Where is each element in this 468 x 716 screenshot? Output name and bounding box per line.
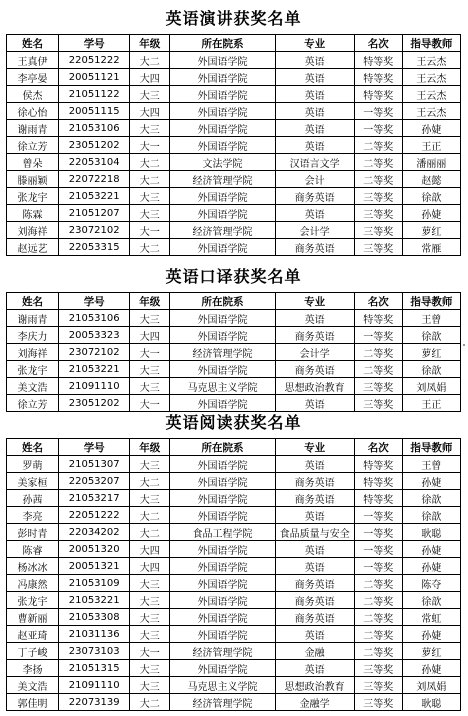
table-row (7, 378, 461, 395)
cell-name: 徐心怡 (7, 103, 59, 120)
cell-student-id: 23072102 (59, 222, 130, 239)
header-student-id: 学号 (59, 439, 130, 456)
table-row (7, 344, 461, 361)
cell-grade: 大二 (130, 154, 170, 171)
cell-grade: 大一 (130, 643, 170, 660)
table-row (7, 473, 461, 490)
cell-grade: 大二 (130, 507, 170, 524)
cell-grade: 大三 (130, 609, 170, 626)
cell-grade: 大一 (130, 137, 170, 154)
cell-name: 谢雨青 (7, 310, 59, 327)
cell-advisor: 王云杰 (402, 52, 460, 69)
table-row (7, 222, 461, 239)
cell-student-id: 21091110 (59, 677, 130, 694)
header-grade: 年级 (130, 439, 170, 456)
cell-department: 经济管理学院 (170, 643, 275, 660)
cell-rank: 一等奖 (354, 103, 402, 120)
cell-advisor: 耿聪 (402, 694, 460, 711)
cell-department: 外国语学院 (170, 361, 275, 378)
cell-student-id: 20053323 (59, 327, 130, 344)
cell-student-id: 23072102 (59, 344, 130, 361)
cell-major: 英语 (275, 541, 354, 558)
cell-student-id: 22072218 (59, 171, 130, 188)
cell-name: 张龙宇 (7, 592, 59, 609)
cell-department: 经济管理学院 (170, 694, 275, 711)
header-department: 所在院系 (170, 439, 275, 456)
cell-rank: 二等奖 (354, 575, 402, 592)
cell-advisor: 王云杰 (402, 69, 460, 86)
header-grade: 年级 (130, 293, 170, 310)
cell-rank: 特等奖 (354, 473, 402, 490)
cell-advisor: 刘凤娟 (402, 378, 460, 395)
table-row (7, 188, 461, 205)
cell-rank: 二等奖 (354, 344, 402, 361)
cell-name: 孙茜 (7, 490, 59, 507)
header-grade: 年级 (130, 35, 170, 52)
cell-grade: 大一 (130, 222, 170, 239)
header-major: 专业 (275, 35, 354, 52)
cell-department: 外国语学院 (170, 310, 275, 327)
cell-name: 侯杰 (7, 86, 59, 103)
cell-advisor: 萝红 (402, 222, 460, 239)
cell-major: 英语 (275, 626, 354, 643)
cell-rank: 三等奖 (354, 395, 402, 412)
cell-major: 商务英语 (275, 327, 354, 344)
cell-student-id: 21051207 (59, 205, 130, 222)
header-department: 所在院系 (170, 293, 275, 310)
cell-rank: 一等奖 (354, 541, 402, 558)
cell-rank: 特等奖 (354, 310, 402, 327)
cell-rank: 特等奖 (354, 86, 402, 103)
cell-grade: 大四 (130, 69, 170, 86)
cell-major: 汉语言文学 (275, 154, 354, 171)
cell-name: 冯康然 (7, 575, 59, 592)
cell-student-id: 21051307 (59, 456, 130, 473)
cell-student-id: 22051222 (59, 52, 130, 69)
cell-advisor: 刘凤娟 (402, 677, 460, 694)
cell-department: 外国语学院 (170, 327, 275, 344)
cell-student-id: 21051122 (59, 86, 130, 103)
cell-advisor: 陈夺 (402, 575, 460, 592)
header-student-id: 学号 (59, 293, 130, 310)
cell-major: 会计学 (275, 222, 354, 239)
cell-name: 王真伊 (7, 52, 59, 69)
cell-major: 食品质量与安全 (275, 524, 354, 541)
cell-name: 郭佳明 (7, 694, 59, 711)
table-row (7, 609, 461, 626)
cell-name: 张龙宇 (7, 188, 59, 205)
cell-rank: 三等奖 (354, 694, 402, 711)
table-row (7, 361, 461, 378)
cell-advisor: 孙婕 (402, 541, 460, 558)
cell-student-id: 21053217 (59, 490, 130, 507)
cell-name: 李亮 (7, 507, 59, 524)
cell-department: 外国语学院 (170, 609, 275, 626)
header-advisor: 指导教师 (402, 35, 460, 52)
cell-name: 谢雨青 (7, 120, 59, 137)
cell-department: 食品工程学院 (170, 524, 275, 541)
cell-name: 彭时青 (7, 524, 59, 541)
cell-rank: 一等奖 (354, 558, 402, 575)
header-major: 专业 (275, 439, 354, 456)
header-name: 姓名 (7, 293, 59, 310)
table-row (7, 239, 461, 256)
cell-department: 外国语学院 (170, 120, 275, 137)
table-row (7, 310, 461, 327)
cell-grade: 大三 (130, 205, 170, 222)
cell-name: 赵亚琦 (7, 626, 59, 643)
cell-rank: 二等奖 (354, 592, 402, 609)
cell-major: 英语 (275, 660, 354, 677)
header-rank: 名次 (354, 35, 402, 52)
cell-major: 英语 (275, 137, 354, 154)
award-table (6, 292, 461, 412)
cell-department: 外国语学院 (170, 188, 275, 205)
cell-advisor: 徐歆 (402, 327, 460, 344)
header-rank: 名次 (354, 439, 402, 456)
cell-rank: 一等奖 (354, 327, 402, 344)
cell-rank: 一等奖 (354, 524, 402, 541)
cell-student-id: 22051222 (59, 507, 130, 524)
cell-advisor: 徐歆 (402, 490, 460, 507)
cell-name: 李扬 (7, 660, 59, 677)
cell-department: 外国语学院 (170, 473, 275, 490)
cell-name: 杨冰冰 (7, 558, 59, 575)
cell-rank: 二等奖 (354, 154, 402, 171)
cell-department: 外国语学院 (170, 490, 275, 507)
cell-rank: 特等奖 (354, 490, 402, 507)
cell-name: 罗萌 (7, 456, 59, 473)
cell-name: 美文浩 (7, 677, 59, 694)
cell-grade: 大二 (130, 239, 170, 256)
cell-advisor: 徐歆 (402, 361, 460, 378)
cell-grade: 大三 (130, 490, 170, 507)
cell-department: 外国语学院 (170, 103, 275, 120)
cell-student-id: 21053106 (59, 310, 130, 327)
cell-grade: 大三 (130, 575, 170, 592)
cell-grade: 大三 (130, 592, 170, 609)
cell-department: 经济管理学院 (170, 171, 275, 188)
cell-student-id: 21053221 (59, 361, 130, 378)
table-row (7, 120, 461, 137)
cell-department: 外国语学院 (170, 137, 275, 154)
cell-name: 陈霖 (7, 205, 59, 222)
cell-advisor: 徐歆 (402, 188, 460, 205)
cell-grade: 大二 (130, 473, 170, 490)
cell-advisor: 孙婕 (402, 120, 460, 137)
cell-advisor: 徐歆 (402, 507, 460, 524)
cell-department: 外国语学院 (170, 660, 275, 677)
cell-advisor: 孙婕 (402, 660, 460, 677)
cell-student-id: 21053221 (59, 188, 130, 205)
cell-department: 外国语学院 (170, 626, 275, 643)
cell-major: 英语 (275, 456, 354, 473)
cell-advisor: 萝红 (402, 344, 460, 361)
table-row (7, 558, 461, 575)
cell-grade: 大四 (130, 327, 170, 344)
cell-advisor: 徐歆 (402, 592, 460, 609)
cell-rank: 三等奖 (354, 222, 402, 239)
cell-major: 英语 (275, 558, 354, 575)
cell-major: 会计 (275, 171, 354, 188)
cell-grade: 大二 (130, 171, 170, 188)
cell-major: 商务英语 (275, 473, 354, 490)
cell-department: 外国语学院 (170, 507, 275, 524)
cell-rank: 三等奖 (354, 239, 402, 256)
cell-advisor: 孙婕 (402, 473, 460, 490)
cell-major: 英语 (275, 69, 354, 86)
section-title: 英语阅读获奖名单 (165, 413, 302, 432)
cell-department: 经济管理学院 (170, 222, 275, 239)
cell-grade: 大三 (130, 626, 170, 643)
table-row (7, 69, 461, 86)
cell-grade: 大三 (130, 456, 170, 473)
cell-grade: 大二 (130, 694, 170, 711)
table-row (7, 541, 461, 558)
cell-major: 金融学 (275, 694, 354, 711)
cell-grade: 大二 (130, 52, 170, 69)
cell-advisor: 王曾 (402, 456, 460, 473)
cell-name: 李庆力 (7, 327, 59, 344)
cell-advisor: 孙婕 (402, 626, 460, 643)
header-advisor: 指导教师 (402, 293, 460, 310)
cell-major: 英语 (275, 507, 354, 524)
table-row (7, 103, 461, 120)
cell-rank: 三等奖 (354, 188, 402, 205)
table-row (7, 52, 461, 69)
cell-rank: 二等奖 (354, 626, 402, 643)
cell-rank: 二等奖 (354, 609, 402, 626)
table-row (7, 626, 461, 643)
cell-major: 英语 (275, 86, 354, 103)
cell-student-id: 20051115 (59, 103, 130, 120)
cell-advisor: 孙婕 (402, 205, 460, 222)
cell-name: 陈睿 (7, 541, 59, 558)
cell-department: 马克思主义学院 (170, 378, 275, 395)
cell-name: 滕丽颖 (7, 171, 59, 188)
cell-name: 张龙宇 (7, 361, 59, 378)
cell-student-id: 22053315 (59, 239, 130, 256)
cell-advisor: 王正 (402, 137, 460, 154)
header-advisor: 指导教师 (402, 439, 460, 456)
cell-grade: 大一 (130, 344, 170, 361)
table-row (7, 154, 461, 171)
cell-department: 马克思主义学院 (170, 677, 275, 694)
cell-grade: 大三 (130, 188, 170, 205)
cell-grade: 大三 (130, 361, 170, 378)
cell-major: 商务英语 (275, 239, 354, 256)
cell-grade: 大三 (130, 677, 170, 694)
cell-name: 曾朵 (7, 154, 59, 171)
cell-grade: 大四 (130, 103, 170, 120)
cell-major: 英语 (275, 52, 354, 69)
cell-student-id: 21053308 (59, 609, 130, 626)
cell-student-id: 21053109 (59, 575, 130, 592)
cell-grade: 大四 (130, 541, 170, 558)
cell-major: 商务英语 (275, 592, 354, 609)
table-row (7, 660, 461, 677)
cell-student-id: 20051320 (59, 541, 130, 558)
cell-department: 外国语学院 (170, 239, 275, 256)
cell-advisor: 王云杰 (402, 103, 460, 120)
cell-department: 外国语学院 (170, 69, 275, 86)
cell-advisor: 王正 (402, 395, 460, 412)
cell-rank: 三等奖 (354, 660, 402, 677)
table-row (7, 86, 461, 103)
cell-advisor: 王曾 (402, 310, 460, 327)
table-row (7, 456, 461, 473)
cell-student-id: 21031136 (59, 626, 130, 643)
cell-grade: 大二 (130, 524, 170, 541)
cell-major: 金融 (275, 643, 354, 660)
cell-department: 外国语学院 (170, 52, 275, 69)
header-rank: 名次 (354, 293, 402, 310)
award-table (6, 438, 461, 711)
cell-name: 李亭晏 (7, 69, 59, 86)
cell-major: 商务英语 (275, 361, 354, 378)
cell-advisor: 潘丽丽 (402, 154, 460, 171)
cell-department: 经济管理学院 (170, 344, 275, 361)
cell-name: 徐立芳 (7, 137, 59, 154)
cell-rank: 二等奖 (354, 643, 402, 660)
table-header-row (7, 35, 461, 52)
cell-student-id: 22053207 (59, 473, 130, 490)
cell-advisor: 孙婕 (402, 558, 460, 575)
cell-grade: 大四 (130, 558, 170, 575)
table-row (7, 677, 461, 694)
cell-advisor: 王云杰 (402, 86, 460, 103)
cell-grade: 大三 (130, 660, 170, 677)
table-row (7, 137, 461, 154)
cell-grade: 大三 (130, 120, 170, 137)
interpretation-award-section (6, 262, 461, 412)
cell-rank: 二等奖 (354, 171, 402, 188)
cell-rank: 三等奖 (354, 378, 402, 395)
cell-grade: 大三 (130, 86, 170, 103)
cell-student-id: 21091110 (59, 378, 130, 395)
cell-department: 外国语学院 (170, 86, 275, 103)
reading-award-section (6, 408, 461, 711)
table-row (7, 694, 461, 711)
cell-student-id: 20051121 (59, 69, 130, 86)
cell-rank: 特等奖 (354, 456, 402, 473)
cell-student-id: 23051202 (59, 395, 130, 412)
cell-name: 刘海祥 (7, 344, 59, 361)
cell-department: 外国语学院 (170, 558, 275, 575)
table-row (7, 205, 461, 222)
cell-major: 思想政治教育 (275, 378, 354, 395)
header-department: 所在院系 (170, 35, 275, 52)
cell-grade: 大一 (130, 395, 170, 412)
section-title: 英语演讲获奖名单 (165, 9, 302, 28)
table-row (7, 575, 461, 592)
cell-student-id: 20051321 (59, 558, 130, 575)
cell-student-id: 21051315 (59, 660, 130, 677)
cell-name: 丁子峻 (7, 643, 59, 660)
cell-major: 商务英语 (275, 188, 354, 205)
cell-rank: 特等奖 (354, 52, 402, 69)
cell-student-id: 22073139 (59, 694, 130, 711)
cell-major: 英语 (275, 310, 354, 327)
table-row (7, 507, 461, 524)
cell-major: 商务英语 (275, 575, 354, 592)
section-title: 英语口译获奖名单 (165, 267, 302, 286)
cell-advisor: 萝红 (402, 643, 460, 660)
cell-rank: 一等奖 (354, 507, 402, 524)
cell-advisor: 常虹 (402, 609, 460, 626)
cell-major: 商务英语 (275, 490, 354, 507)
speech-award-section (6, 4, 461, 256)
cell-rank: 二等奖 (354, 137, 402, 154)
cell-department: 外国语学院 (170, 592, 275, 609)
cell-rank: 三等奖 (354, 677, 402, 694)
cell-student-id: 22053104 (59, 154, 130, 171)
cell-student-id: 22034202 (59, 524, 130, 541)
header-name: 姓名 (7, 35, 59, 52)
cell-advisor: 常雁 (402, 239, 460, 256)
cell-grade: 大三 (130, 378, 170, 395)
cell-department: 外国语学院 (170, 575, 275, 592)
table-header-row (7, 293, 461, 310)
header-name: 姓名 (7, 439, 59, 456)
cell-rank: 一等奖 (354, 120, 402, 137)
cell-department: 外国语学院 (170, 205, 275, 222)
table-row (7, 490, 461, 507)
cell-major: 会计学 (275, 344, 354, 361)
cell-major: 思想政治教育 (275, 677, 354, 694)
table-row (7, 327, 461, 344)
cell-department: 外国语学院 (170, 456, 275, 473)
cell-department: 外国语学院 (170, 395, 275, 412)
scroll-mark (463, 344, 465, 346)
header-major: 专业 (275, 293, 354, 310)
cell-student-id: 21053221 (59, 592, 130, 609)
cell-grade: 大三 (130, 310, 170, 327)
cell-rank: 特等奖 (354, 69, 402, 86)
cell-rank: 二等奖 (354, 361, 402, 378)
cell-major: 英语 (275, 395, 354, 412)
cell-name: 美文浩 (7, 378, 59, 395)
cell-department: 文法学院 (170, 154, 275, 171)
cell-student-id: 21053106 (59, 120, 130, 137)
cell-name: 徐立芳 (7, 395, 59, 412)
cell-name: 赵远艺 (7, 239, 59, 256)
cell-student-id: 23051202 (59, 137, 130, 154)
cell-major: 商务英语 (275, 609, 354, 626)
award-table (6, 34, 461, 256)
cell-advisor: 赵懿 (402, 171, 460, 188)
table-row (7, 171, 461, 188)
table-header-row (7, 439, 461, 456)
table-row (7, 592, 461, 609)
header-student-id: 学号 (59, 35, 130, 52)
table-row (7, 524, 461, 541)
cell-rank: 三等奖 (354, 205, 402, 222)
cell-major: 英语 (275, 103, 354, 120)
cell-major: 英语 (275, 120, 354, 137)
cell-name: 美家桓 (7, 473, 59, 490)
cell-major: 英语 (275, 205, 354, 222)
table-row (7, 643, 461, 660)
cell-name: 刘海祥 (7, 222, 59, 239)
cell-department: 外国语学院 (170, 541, 275, 558)
cell-name: 曹新丽 (7, 609, 59, 626)
cell-student-id: 23073103 (59, 643, 130, 660)
cell-advisor: 耿聪 (402, 524, 460, 541)
